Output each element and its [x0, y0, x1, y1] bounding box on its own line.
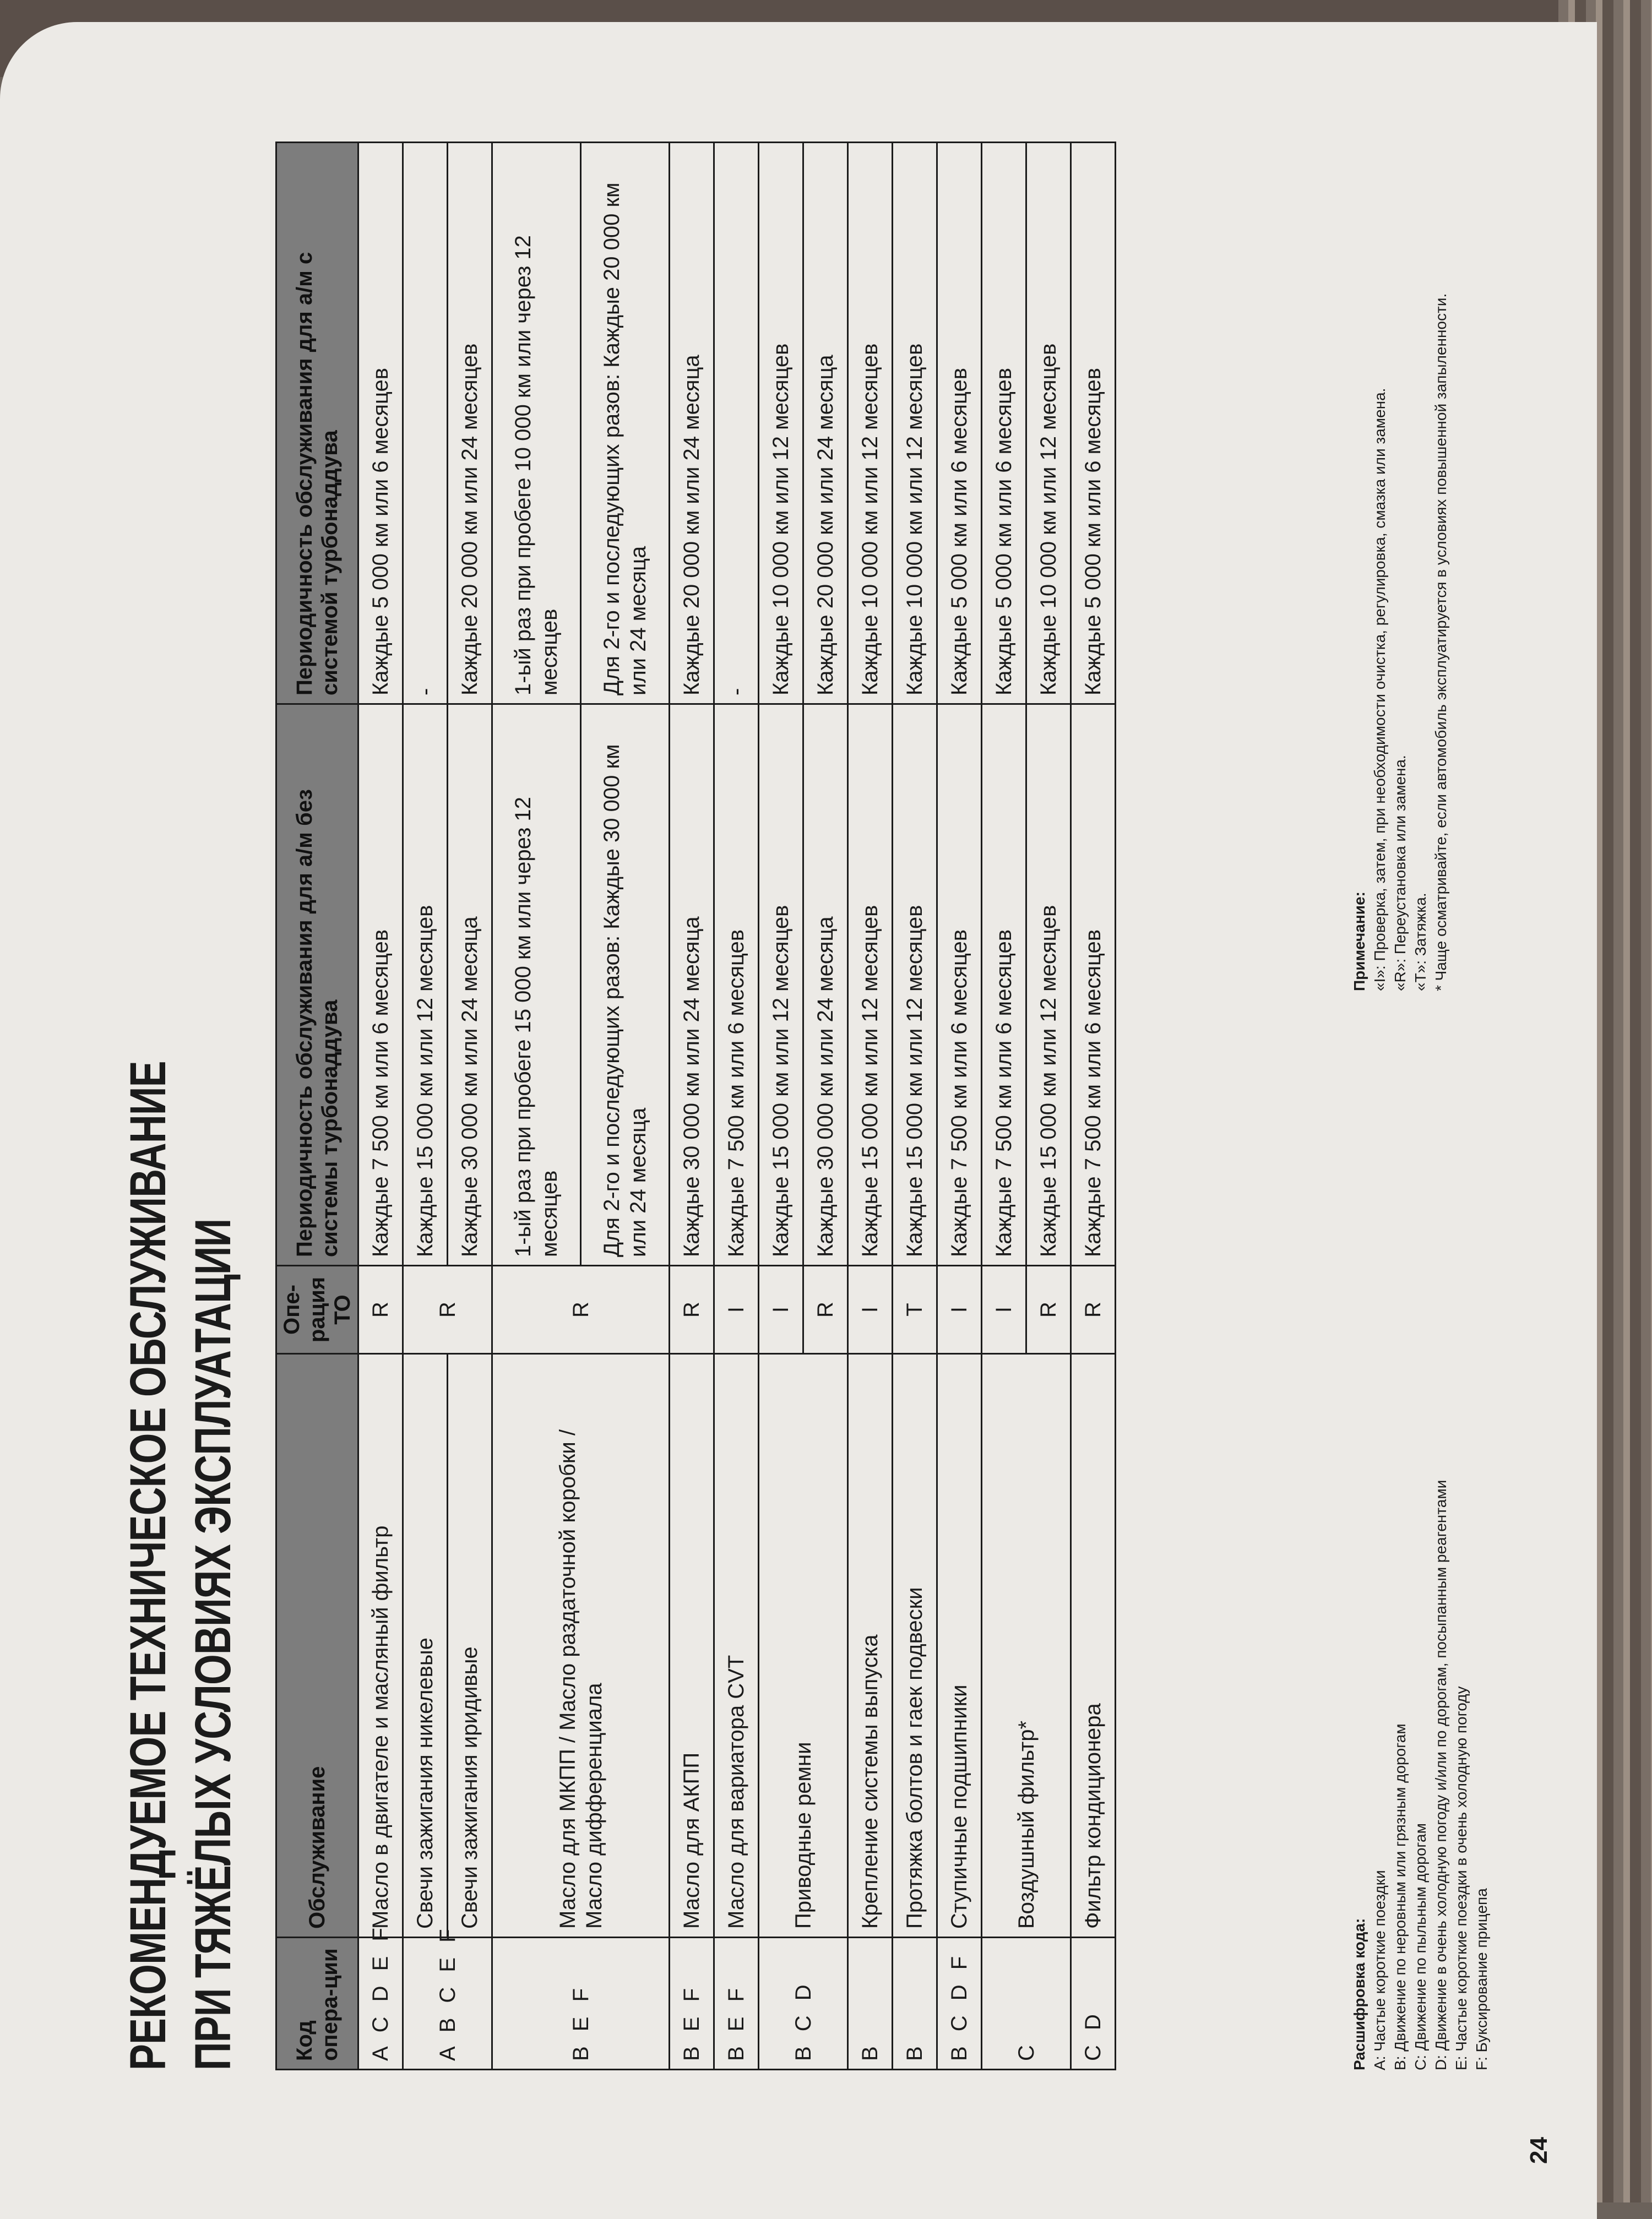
- row-service: Приводные ремни: [759, 1354, 848, 1938]
- legend-item: А: Частые короткие поездки: [1371, 1870, 1388, 2070]
- code-legend: [1349, 1024, 1492, 2070]
- row-service: Масло в двигателе и масляный фильтр: [358, 1354, 403, 1938]
- row-no-turbo: Каждые 15 000 км или 12 месяцев: [848, 704, 893, 1266]
- row-op: I: [759, 1266, 803, 1354]
- row-service: Масло для МКПП / Масло раздаточной коробки / Масло дифференциала: [492, 1354, 670, 1938]
- row-service: Ступичные подшипники: [937, 1354, 982, 1938]
- table-row: [937, 143, 982, 2070]
- row-turbo: Каждые 10 000 км или 12 месяцев: [759, 143, 803, 704]
- page-title: [116, 954, 246, 2070]
- row-turbo-2: Каждые 10 000 км или 12 месяцев: [1026, 143, 1071, 704]
- row-no-turbo: Каждые 30 000 км или 24 месяца: [448, 704, 492, 1266]
- legend-item: С: Движение по пыльным дорогам: [1412, 1823, 1429, 2070]
- row-op-2: R: [1026, 1266, 1071, 1354]
- row-code: B C D F: [937, 1938, 982, 2070]
- row-service: Масло для вариатора CVT: [714, 1354, 759, 1938]
- table-row: [358, 143, 403, 2070]
- table-row: [714, 143, 759, 2070]
- legend-item: D: Движение в очень холодную погоду и/или по дорогам, посыпанным реагентами: [1432, 1480, 1449, 2070]
- row-code: A B C E F: [403, 1938, 492, 2070]
- row-service: Свечи зажигания никелевые: [403, 1354, 448, 1938]
- row-op: R: [403, 1266, 492, 1354]
- row-turbo: Каждые 10 000 км или 12 месяцев: [848, 143, 893, 704]
- row-no-turbo: Каждые 7 500 км или 6 месяцев: [714, 704, 759, 1266]
- row-turbo: -: [403, 143, 448, 704]
- row-no-turbo: Каждые 7 500 км или 6 месяцев: [937, 704, 982, 1266]
- row-code: B: [848, 1938, 893, 2070]
- table-row: [492, 143, 581, 2070]
- row-code: C: [982, 1938, 1071, 2070]
- row-code: B E F: [670, 1938, 714, 2070]
- row-turbo: -: [714, 143, 759, 704]
- note-item: * Чаще осматривайте, если автомобиль эксплуатируется в условиях повышенной запыленности.: [1432, 293, 1449, 991]
- rotated-page-content: [17, 99, 1586, 2186]
- notes-title: Примечание:: [1351, 891, 1368, 991]
- legend-title: Расшифровка кода:: [1351, 1918, 1368, 2070]
- maintenance-table: [275, 142, 1116, 2070]
- legend-item: В: Движение по неровным или грязным дорогам: [1392, 1723, 1409, 2070]
- row-op: R: [358, 1266, 403, 1354]
- table-row: [893, 143, 937, 2070]
- table-row: [448, 143, 492, 2070]
- table-row: [759, 143, 803, 2070]
- row-no-turbo: 1-ый раз при пробеге 15 000 км или через 12 месяцев: [492, 704, 581, 1266]
- row-code: A C D E F: [358, 1938, 403, 2070]
- header-no-turbo: Периодичность обслуживания для а/м без системы турбонаддува: [276, 704, 358, 1266]
- row-service: Протяжка болтов и гаек подвески: [893, 1354, 937, 1938]
- row-op: I: [848, 1266, 893, 1354]
- row-code: B E F: [714, 1938, 759, 2070]
- row-code: B E F: [492, 1938, 670, 2070]
- row-service: Крепление системы выпуска: [848, 1354, 893, 1938]
- row-no-turbo: Каждые 30 000 км или 24 месяца: [670, 704, 714, 1266]
- header-turbo: Периодичность обслуживания для а/м с системой турбонаддува: [276, 143, 358, 704]
- table-row: [982, 143, 1026, 2070]
- table-row: [1071, 143, 1116, 2070]
- row-code: C D: [1071, 1938, 1116, 2070]
- header-code: Код опера-ции: [276, 1938, 358, 2070]
- note-item: «T»: Затяжка.: [1412, 893, 1429, 991]
- row-op: R: [492, 1266, 670, 1354]
- row-no-turbo: Каждые 7 500 км или 6 месяцев: [358, 704, 403, 1266]
- row-op: I: [714, 1266, 759, 1354]
- row-op: T: [893, 1266, 937, 1354]
- row-turbo: Каждые 5 000 км или 6 месяцев: [1071, 143, 1116, 704]
- notes-block: [1349, 110, 1451, 991]
- row-turbo: Каждые 10 000 км или 12 месяцев: [893, 143, 937, 704]
- row-code: B C D: [759, 1938, 848, 2070]
- row-service: Свечи зажигания иридивые: [448, 1354, 492, 1938]
- header-op: Опе-рация ТО: [276, 1266, 358, 1354]
- row-service: Масло для АКПП: [670, 1354, 714, 1938]
- row-no-turbo-2: Каждые 30 000 км или 24 месяца: [803, 704, 848, 1266]
- row-op: I: [937, 1266, 982, 1354]
- row-no-turbo: Каждые 15 000 км или 12 месяцев: [893, 704, 937, 1266]
- page-number: 24: [1525, 2137, 1552, 2164]
- book-page: [0, 22, 1597, 2219]
- table-row: [848, 143, 893, 2070]
- table-header-row: [276, 143, 358, 2070]
- row-no-turbo-2: Каждые 15 000 км или 12 месяцев: [1026, 704, 1071, 1266]
- row-op: R: [670, 1266, 714, 1354]
- page-title-line-2: ПРИ ТЯЖЁЛЫХ УСЛОВИЯХ ЭКСПЛУАТАЦИИ: [185, 1219, 241, 2070]
- table-row: [403, 143, 448, 2070]
- row-turbo-2: Каждые 20 000 км или 24 месяца: [803, 143, 848, 704]
- header-service: Обслуживание: [276, 1354, 358, 1938]
- row-turbo-2: Для 2-го и последующих разов: Каждые 20 000 км или 24 месяца: [581, 143, 670, 704]
- row-turbo: Каждые 5 000 км или 6 месяцев: [358, 143, 403, 704]
- page-title-line-1: РЕКОМЕНДУЕМОЕ ТЕХНИЧЕСКОЕ ОБСЛУЖИВАНИЕ: [120, 1061, 176, 2070]
- row-turbo: Каждые 20 000 км или 24 месяцев: [448, 143, 492, 704]
- legend-item: F: Буксирование прицепа: [1473, 1888, 1490, 2070]
- note-item: «R»: Переустановка или замена.: [1392, 755, 1409, 991]
- row-code: B: [893, 1938, 937, 2070]
- row-turbo: Каждые 20 000 км или 24 месяца: [670, 143, 714, 704]
- row-no-turbo-2: Для 2-го и последующих разов: Каждые 30 000 км или 24 месяца: [581, 704, 670, 1266]
- row-service: Воздушный фильтр*: [982, 1354, 1071, 1938]
- row-turbo: 1-ый раз при пробеге 10 000 км или через 12 месяцев: [492, 143, 581, 704]
- row-no-turbo: Каждые 15 000 км или 12 месяцев: [759, 704, 803, 1266]
- row-op: R: [1071, 1266, 1116, 1354]
- note-item: «I»: Проверка, затем, при необходимости очистка, регулировка, смазка или замена.: [1371, 388, 1388, 991]
- table-row: [670, 143, 714, 2070]
- row-no-turbo: Каждые 7 500 км или 6 месяцев: [1071, 704, 1116, 1266]
- row-turbo: Каждые 5 000 км или 6 месяцев: [982, 143, 1026, 704]
- legend-item: Е: Частые короткие поездки в очень холодную погоду: [1453, 1686, 1470, 2070]
- row-turbo: Каждые 5 000 км или 6 месяцев: [937, 143, 982, 704]
- row-op: I: [982, 1266, 1026, 1354]
- row-op-2: R: [803, 1266, 848, 1354]
- row-no-turbo: Каждые 15 000 км или 12 месяцев: [403, 704, 448, 1266]
- row-service: Фильтр кондиционера: [1071, 1354, 1116, 1938]
- row-no-turbo: Каждые 7 500 км или 6 месяцев: [982, 704, 1026, 1266]
